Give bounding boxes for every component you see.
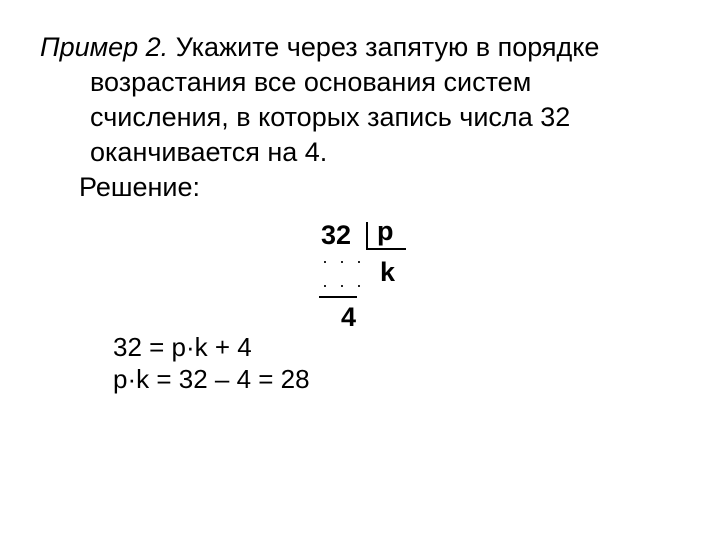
problem-label: Пример 2. (40, 32, 169, 62)
solution-label: Решение: (79, 172, 201, 202)
equation-1: 32 = p·k + 4 (113, 332, 252, 362)
problem-line-4: оканчивается на 4. (90, 137, 328, 167)
quotient: k (380, 257, 396, 287)
equation-2: p·k = 32 – 4 = 28 (113, 364, 310, 394)
dots-top: · · · (322, 251, 365, 271)
remainder: 4 (341, 302, 357, 332)
divisor: p (377, 216, 394, 246)
division-bracket-horizontal (366, 248, 406, 250)
problem-line-3: счисления, в которых запись числа 32 (90, 102, 571, 132)
dividend: 32 (321, 220, 352, 250)
dots-bottom: · · · (322, 275, 365, 295)
equations (113, 331, 310, 395)
problem-text-1: Укажите через запятую в порядке (175, 32, 600, 62)
subtraction-line (319, 296, 357, 298)
problem-line-2: возрастания все основания систем (90, 67, 532, 97)
division-bracket-vertical (366, 222, 368, 250)
